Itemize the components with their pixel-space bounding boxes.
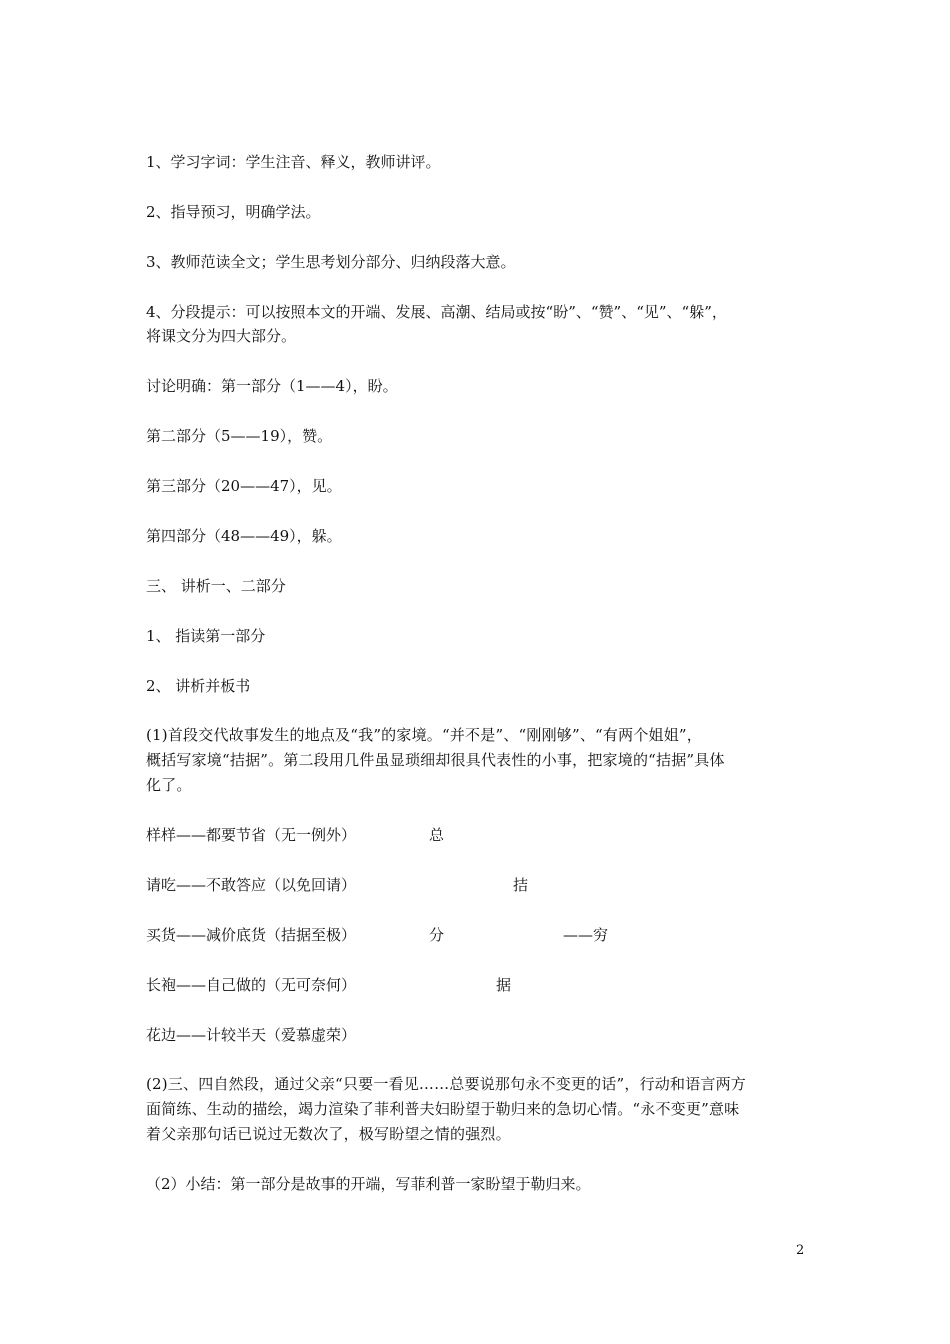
summary-text: （2）小结：第一部分是故事的开端，写菲利普一家盼望于勒归来。 xyxy=(146,1175,591,1193)
analysis-paragraph-1 xyxy=(146,723,810,798)
section-heading-3: 三、 讲析一、二部分 xyxy=(146,577,286,595)
discussion-part-3: 第三部分（20——47），见。 xyxy=(146,477,342,495)
analysis-paragraph-2 xyxy=(146,1072,810,1147)
board-result-qiong: ——穷 xyxy=(563,926,609,944)
analysis-paragraph-1-line: 概括写家境“拮据”。第二段用几件虽显琐细却很具代表性的小事，把家境的“拮据”具体 xyxy=(146,751,725,769)
sub-step-2: 2、 讲析并板书 xyxy=(146,677,251,695)
board-row-left: 买货——减价底货（拮据至极） xyxy=(146,926,357,944)
board-row-left: 花边——计较半天（爱慕虚荣） xyxy=(146,1026,357,1044)
step-4-text-line1: 4、分段提示：可以按照本文的开端、发展、高潮、结局或按“盼”、“赞”、“见”、“躲”， xyxy=(146,303,727,321)
step-4-text-line2: 将课文分为四大部分。 xyxy=(146,327,297,345)
step-1-text: 1、学习字词：学生注音、释义，教师讲评。 xyxy=(146,153,441,171)
step-3-text: 3、教师范读全文；学生思考划分部分、归纳段落大意。 xyxy=(146,253,516,271)
analysis-paragraph-2-line: 着父亲那句话已说过无数次了，极写盼望之情的强烈。 xyxy=(146,1125,511,1143)
board-mark-fen: 分 xyxy=(429,926,445,944)
board-row-left: 请吃——不敢答应（以免回请） xyxy=(146,876,357,894)
board-row-left: 长袍——自己做的（无可奈何） xyxy=(146,976,357,994)
board-mark-jie: 拮 xyxy=(513,876,529,894)
discussion-part-1: 讨论明确：第一部分（1——4），盼。 xyxy=(146,377,398,395)
analysis-paragraph-2-line: (2)三、四自然段，通过父亲“只要一看见……总要说那句永不变更的话”，行动和语言两方 xyxy=(146,1075,746,1093)
analysis-paragraph-2-line: 面简练、生动的描绘，竭力渲染了菲利普夫妇盼望于勒归来的急切心情。“永不变更”意味 xyxy=(146,1100,740,1118)
analysis-paragraph-1-line: (1)首段交代故事发生的地点及“我”的家境。“并不是”、“刚刚够”、“有两个姐姐”， xyxy=(146,726,702,744)
board-mark-ju: 据 xyxy=(496,976,512,994)
board-mark-zong: 总 xyxy=(429,826,445,844)
board-row-left: 样样——都要节省（无一例外） xyxy=(146,826,357,844)
discussion-part-4: 第四部分（48——49），躲。 xyxy=(146,527,342,545)
page-number: 2 xyxy=(796,1243,805,1258)
sub-step-1: 1、 指读第一部分 xyxy=(146,627,266,645)
analysis-paragraph-1-line: 化了。 xyxy=(146,776,192,794)
step-2-text: 2、指导预习，明确学法。 xyxy=(146,203,321,221)
discussion-part-2: 第二部分（5——19），赞。 xyxy=(146,427,333,445)
